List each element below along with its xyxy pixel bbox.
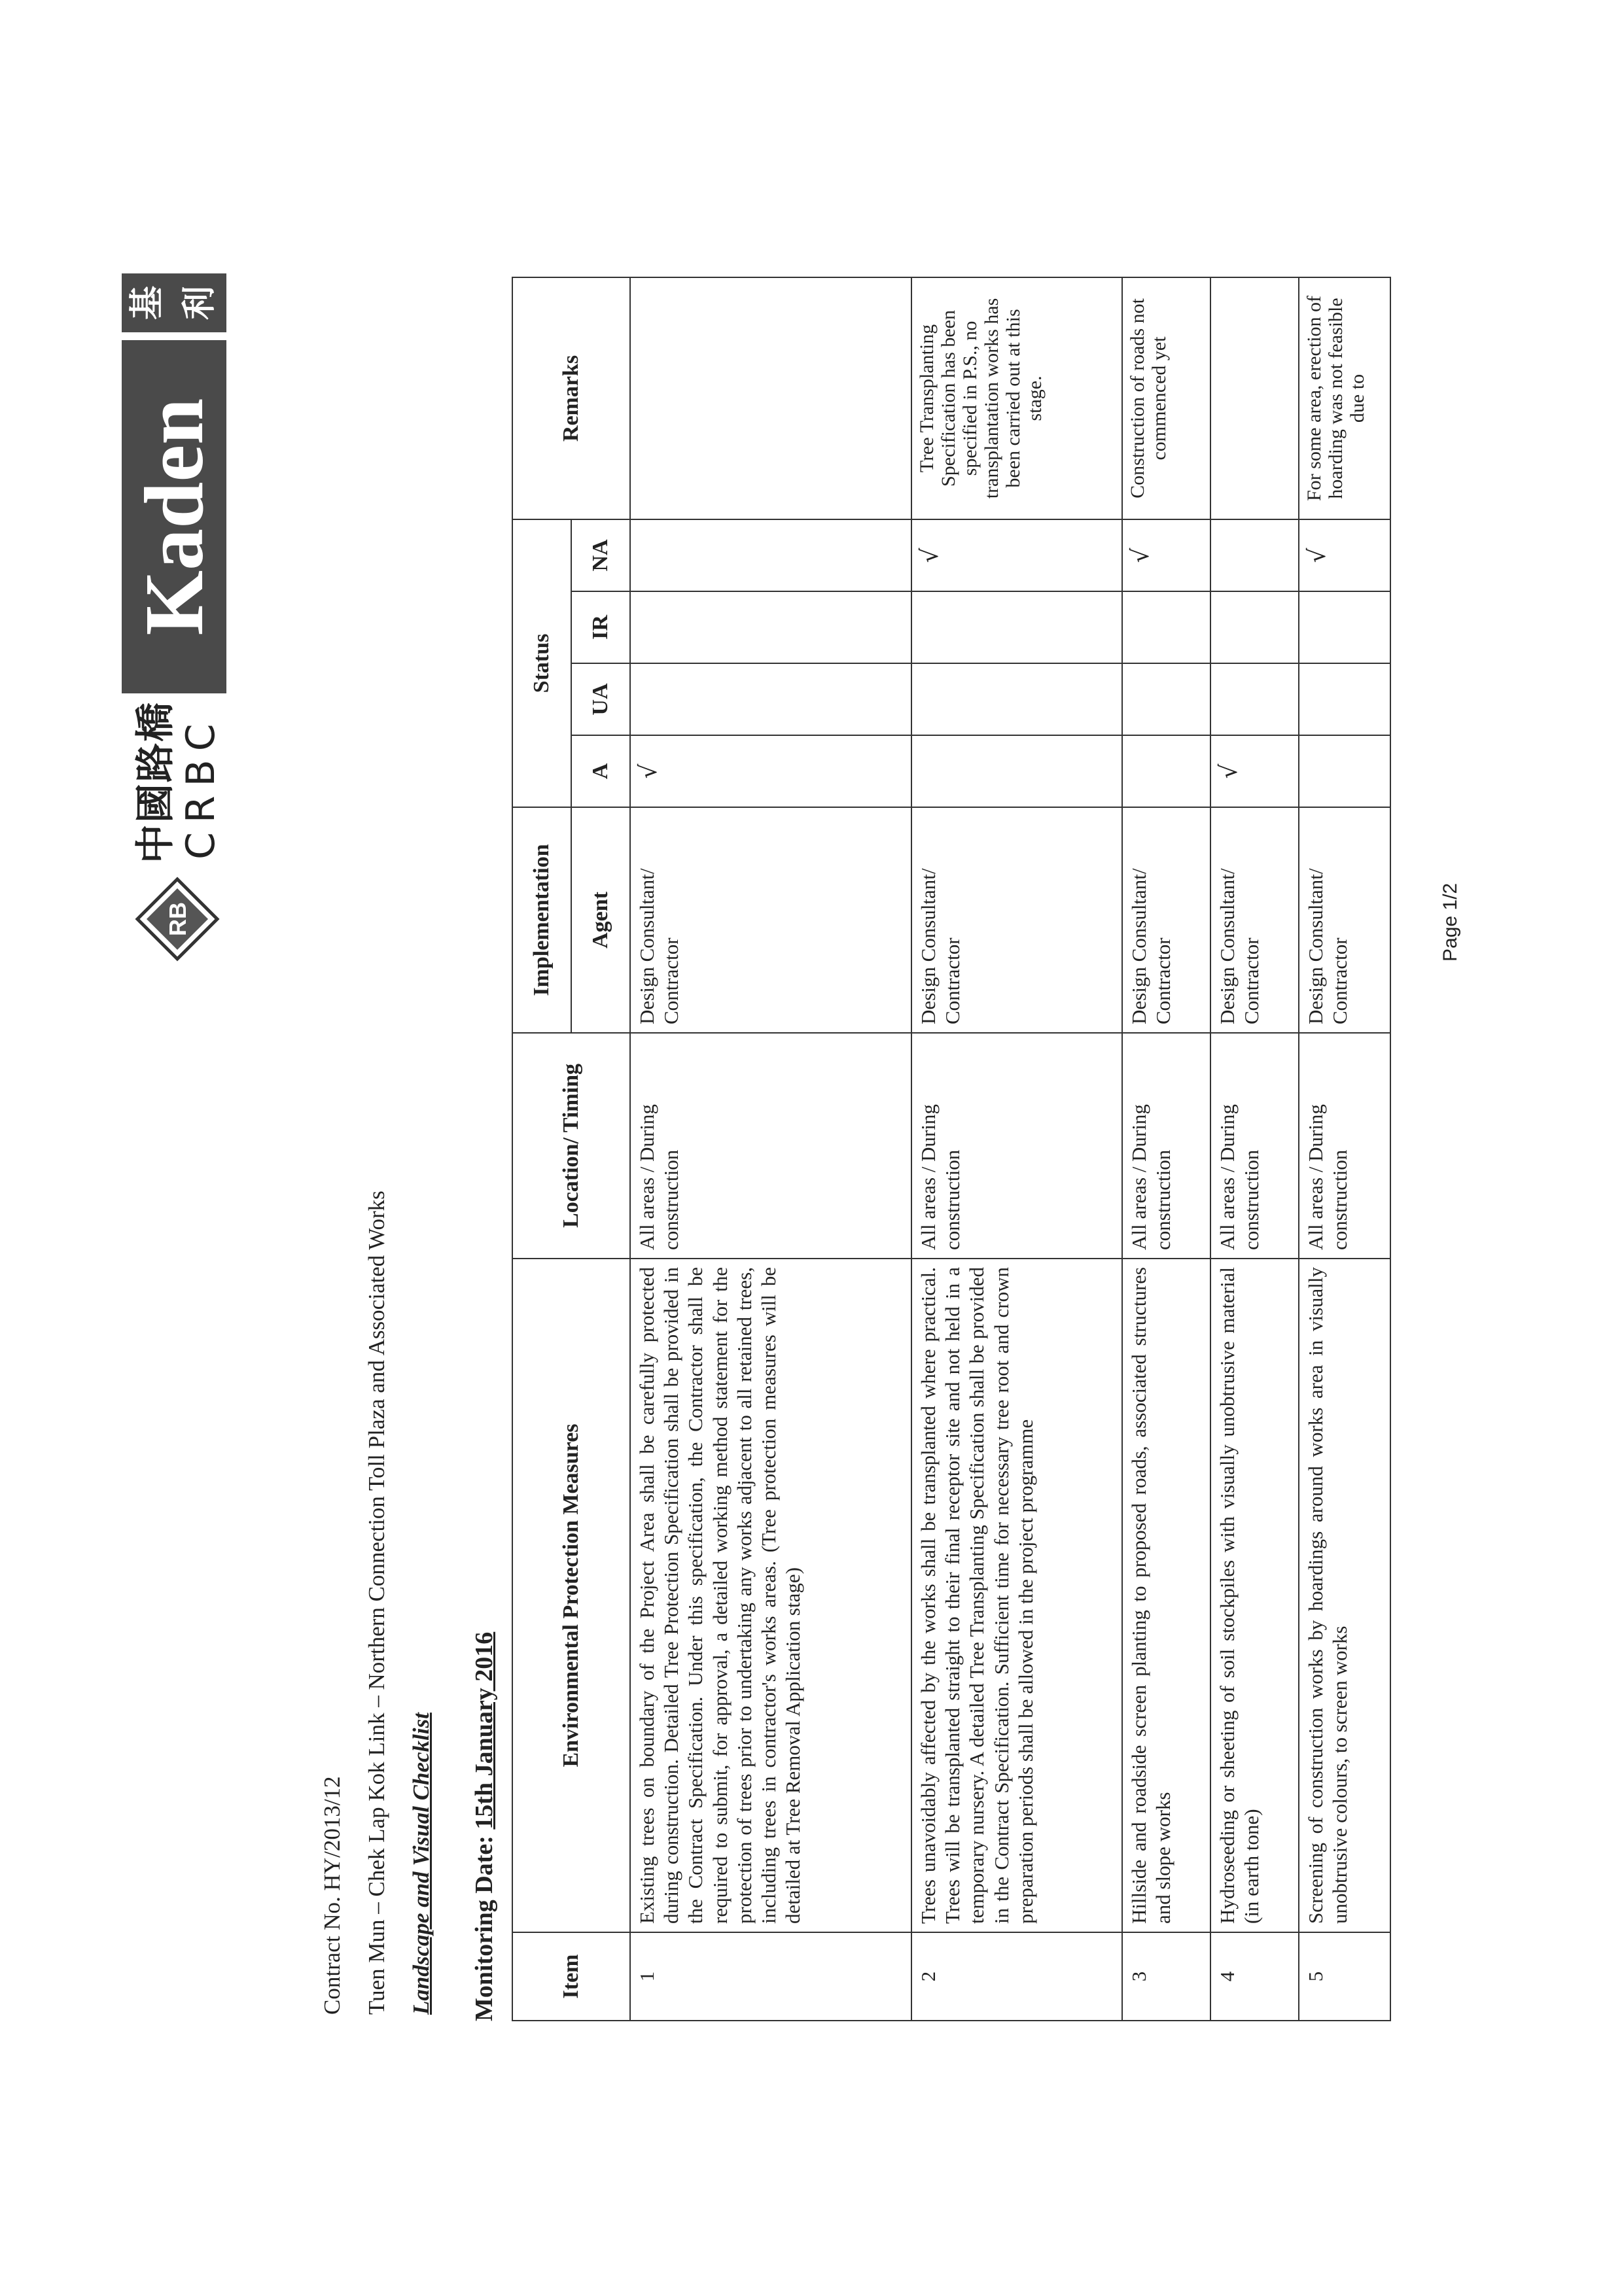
row-agent: Design Consultant/ Contractor bbox=[1122, 807, 1210, 1033]
table-row bbox=[1122, 277, 1210, 2021]
kaden-chinese-logo bbox=[122, 273, 226, 332]
row-status-na: √ bbox=[911, 519, 1122, 591]
header-status-a: A bbox=[571, 735, 630, 807]
header-location: Location/ Timing bbox=[512, 1033, 630, 1259]
row-remarks bbox=[630, 277, 911, 519]
row-location: All areas / During construction bbox=[1299, 1033, 1390, 1259]
company-logos bbox=[122, 255, 233, 962]
header-agent: Agent bbox=[571, 807, 630, 1033]
row-status-ir bbox=[1299, 591, 1390, 663]
row-remarks bbox=[1210, 277, 1299, 519]
crbc-name: CRBC bbox=[178, 714, 224, 860]
row-status-na bbox=[1210, 519, 1299, 591]
rb-logo-icon bbox=[135, 877, 220, 962]
row-item: 3 bbox=[1122, 1932, 1210, 2021]
row-status-na: √ bbox=[1299, 519, 1390, 591]
header-status: Status bbox=[512, 519, 571, 807]
row-location: All areas / During construction bbox=[1122, 1033, 1210, 1259]
header-implementation: Implementation bbox=[512, 807, 571, 1033]
row-remarks: Tree Transplanting Specification has been specified in P.S., no transplantation works has been carried out at this stage. bbox=[911, 277, 1122, 519]
row-status-a bbox=[1122, 735, 1210, 807]
row-status-ir bbox=[911, 591, 1122, 663]
row-status-a bbox=[1299, 735, 1390, 807]
row-remarks: For some area, erection of hoarding was not feasible due to bbox=[1299, 277, 1390, 519]
row-agent: Design Consultant/ Contractor bbox=[911, 807, 1122, 1033]
header-item: Item bbox=[512, 1932, 630, 2021]
header-measures: Environmental Protection Measures bbox=[512, 1259, 630, 1932]
row-location: All areas / During construction bbox=[630, 1033, 911, 1259]
row-agent: Design Consultant/ Contractor bbox=[630, 807, 911, 1033]
row-remarks: Construction of roads not commenced yet bbox=[1122, 277, 1210, 519]
row-item: 4 bbox=[1210, 1932, 1299, 2021]
row-status-ua bbox=[630, 663, 911, 735]
table-row bbox=[911, 277, 1122, 2021]
row-item: 1 bbox=[630, 1932, 911, 2021]
checklist-table bbox=[512, 277, 1391, 2021]
row-status-ua bbox=[911, 663, 1122, 735]
monitoring-date-value: 15th January 2016 bbox=[470, 1631, 498, 1830]
project-title: Tuen Mun – Chek Lap Kok Link – Northern Connection Toll Plaza and Associated Works bbox=[364, 1191, 389, 2015]
row-status-ir bbox=[630, 591, 911, 663]
header-status-na: NA bbox=[571, 519, 630, 591]
row-agent: Design Consultant/ Contractor bbox=[1299, 807, 1390, 1033]
row-status-ua bbox=[1210, 663, 1299, 735]
crbc-chinese-name: 中國路橋 bbox=[133, 701, 179, 863]
kaden-cn-char-1: 基 bbox=[128, 286, 167, 321]
row-measure: Existing trees on boundary of the Project Area shall be carefully protected during construction. Detailed Tree Protection Specification shall be provided in the Contract Specification. Under this specification, the Contractor shall be required to submit, for approval, a detailed working method statement for the protection of trees prior to undertaking any works adjacent to all retained trees, including trees in contractor's works areas. (Tree protection measures will be detailed at Tree Removal Application stage) bbox=[630, 1259, 911, 1932]
row-item: 5 bbox=[1299, 1932, 1390, 2021]
row-status-ir bbox=[1210, 591, 1299, 663]
checklist-title: Landscape and Visual Checklist bbox=[408, 1713, 434, 2015]
row-measure: Hillside and roadside screen planting to proposed roads, associated structures and slope works bbox=[1122, 1259, 1210, 1932]
contract-number: Contract No. HY/2013/12 bbox=[319, 1776, 345, 2015]
table-row bbox=[1299, 277, 1390, 2021]
table-row bbox=[1210, 277, 1299, 2021]
header-status-ir: IR bbox=[571, 591, 630, 663]
row-status-na bbox=[630, 519, 911, 591]
header-remarks: Remarks bbox=[512, 277, 630, 519]
row-status-a bbox=[911, 735, 1122, 807]
row-measure: Screening of construction works by hoardings around works area in visually unobtrusive colours, to screen works bbox=[1299, 1259, 1390, 1932]
row-status-ua bbox=[1299, 663, 1390, 735]
rb-logo-text: RB bbox=[164, 902, 191, 936]
kaden-logo: Kaden bbox=[122, 340, 226, 693]
row-status-ua bbox=[1122, 663, 1210, 735]
row-agent: Design Consultant/ Contractor bbox=[1210, 807, 1299, 1033]
row-measure: Trees unavoidably affected by the works shall be transplanted where practical. Trees will be transplanted straight to their final receptor site and not held in a temporary nursery. A detailed Tree Transplanting Specification shall be provided in the Contract Specification. Sufficient time for necessary tree root and crown preparation periods shall be allowed in the project programme bbox=[911, 1259, 1122, 1932]
header-status-ua: UA bbox=[571, 663, 630, 735]
row-status-na: √ bbox=[1122, 519, 1210, 591]
row-location: All areas / During construction bbox=[911, 1033, 1122, 1259]
row-location: All areas / During construction bbox=[1210, 1033, 1299, 1259]
table-row bbox=[630, 277, 911, 2021]
kaden-cn-char-2: 利 bbox=[180, 286, 219, 321]
row-status-ir bbox=[1122, 591, 1210, 663]
monitoring-date bbox=[470, 1632, 499, 2021]
row-item: 2 bbox=[911, 1932, 1122, 2021]
page-number: Page 1/2 bbox=[1439, 882, 1461, 962]
monitoring-date-label: Monitoring Date: bbox=[470, 1835, 498, 2021]
row-status-a: √ bbox=[630, 735, 911, 807]
row-status-a: √ bbox=[1210, 735, 1299, 807]
row-measure: Hydroseeding or sheeting of soil stockpiles with visually unobtrusive material (in earth tone) bbox=[1210, 1259, 1299, 1932]
